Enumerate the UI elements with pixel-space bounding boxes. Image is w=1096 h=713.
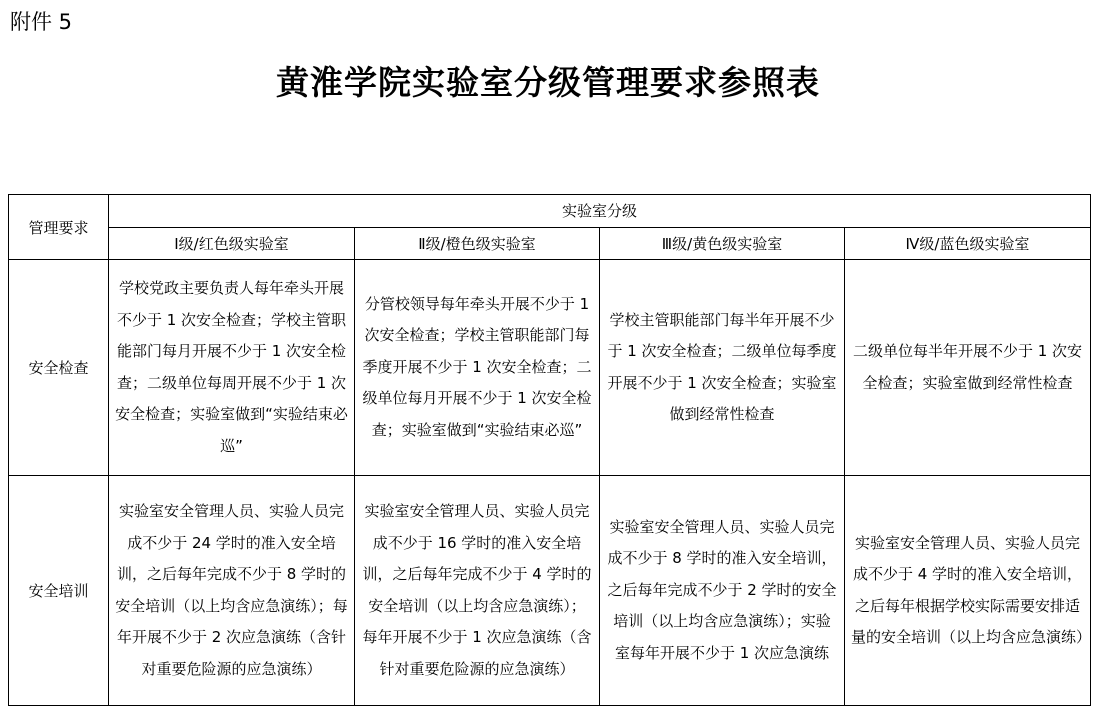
lab-grade-header: 实验室分级 <box>109 195 1091 228</box>
level-header-2: Ⅱ级/橙色级实验室 <box>355 227 600 260</box>
cell-training-level-2 <box>355 476 600 706</box>
cell-text: 实验室安全管理人员、实验人员完成不少于 8 学时的准入安全培训，之后每年完成不少于 2 学时的安全培训（以上均含应急演练）；实验室每年开展不少于 1 次应急演练 <box>607 517 837 662</box>
level-header-3: Ⅲ级/黄色级实验室 <box>600 227 845 260</box>
requirements-table <box>8 194 1091 706</box>
level-header-1: Ⅰ级/红色级实验室 <box>109 227 355 260</box>
attachment-label: 附件 5 <box>10 10 73 34</box>
cell-training-level-1 <box>109 476 355 706</box>
table-header-row <box>9 195 1091 228</box>
cell-training-level-4 <box>845 476 1091 706</box>
cell-inspection-level-4 <box>845 260 1091 476</box>
cell-text: 学校党政主要负责人每年牵头开展不少于 1 次安全检查；学校主管职能部门每月开展不少于 1 次安全检查；二级单位每周开展不少于 1 次安全检查；实验室做到“实验结束必巡” <box>115 279 348 455</box>
row-label-safety-inspection: 安全检查 <box>9 260 109 476</box>
table-row <box>9 476 1091 706</box>
cell-text: 实验室安全管理人员、实验人员完成不少于 16 学时的准入安全培训，之后每年完成不少于 4 学时的安全培训（以上均含应急演练）；每年开展不少于 1 次应急演练（含针对重要危险源的应急演练） <box>362 502 592 678</box>
cell-text: 二级单位每半年开展不少于 1 次安全检查；实验室做到经常性检查 <box>852 342 1083 392</box>
cell-inspection-level-1 <box>109 260 355 476</box>
page-title: 黄淮学院实验室分级管理要求参照表 <box>276 63 820 102</box>
cell-text: 实验室安全管理人员、实验人员完成不少于 4 学时的准入安全培训，之后每年根据学校实际需要安排适量的安全培训（以上均含应急演练） <box>851 533 1092 646</box>
cell-text: 分管校领导每年牵头开展不少于 1 次安全检查；学校主管职能部门每季度开展不少于 1 次安全检查；二级单位每月开展不少于 1 次安全检查；实验室做到“实验结束必巡” <box>362 294 592 439</box>
cell-text: 学校主管职能部门每半年开展不少于 1 次安全检查；二级单位每季度开展不少于 1 次安全检查；实验室做到经常性检查 <box>607 310 837 423</box>
table-row <box>9 260 1091 476</box>
table-level-row <box>9 227 1091 260</box>
cell-inspection-level-2 <box>355 260 600 476</box>
row-label-safety-training: 安全培训 <box>9 476 109 706</box>
cell-training-level-3 <box>600 476 845 706</box>
level-header-4: Ⅳ级/蓝色级实验室 <box>845 227 1091 260</box>
cell-inspection-level-3 <box>600 260 845 476</box>
cell-text: 实验室安全管理人员、实验人员完成不少于 24 学时的准入安全培训，之后每年完成不少于 8 学时的安全培训（以上均含应急演练）；每年开展不少于 2 次应急演练（含针对重要危险源的应急演练） <box>115 502 348 678</box>
requirement-header: 管理要求 <box>9 195 109 260</box>
